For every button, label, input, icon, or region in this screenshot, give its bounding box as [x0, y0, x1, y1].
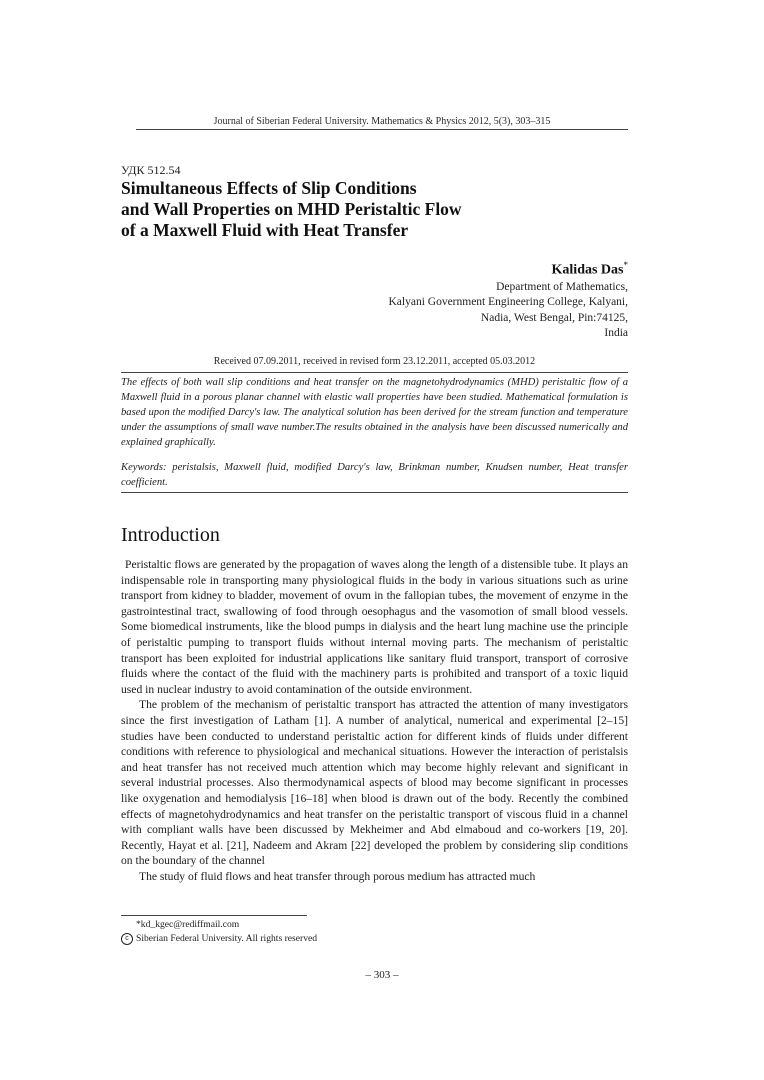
received-dates: Received 07.09.2011, received in revised form 23.12.2011, accepted 05.03.2012: [213, 356, 536, 367]
introduction-body: [121, 557, 628, 884]
header-divider: [136, 129, 628, 130]
body-paragraph: The study of fluid flows and heat transfer through porous medium has attracted much: [139, 869, 536, 883]
author-block: [268, 256, 628, 342]
article-title: [121, 178, 601, 241]
copyright-text: Siberian Federal University. All rights reserved: [136, 933, 318, 945]
page-number: – 303 –: [365, 969, 399, 981]
author-footnote-marker: *: [623, 260, 628, 270]
keywords: Keywords: peristalsis, Maxwell fluid, modified Darcy's law, Brinkman number, Knudsen number, Heat transfer coefficient.: [121, 462, 628, 488]
footnote-copyright: [121, 933, 317, 945]
affiliation-line: India: [604, 327, 628, 340]
affiliation-line: Department of Mathematics,: [496, 280, 628, 293]
footnote-divider: [121, 915, 307, 916]
section-heading-introduction: Introduction: [121, 524, 220, 546]
affiliation-line: Kalyani Government Engineering College, Kalyani,: [388, 296, 628, 309]
affiliation-line: Nadia, West Bengal, Pin:74125,: [480, 311, 628, 324]
running-head: Journal of Siberian Federal University. Mathematics & Physics 2012, 5(3), 303–315: [213, 116, 551, 127]
abstract-divider: [121, 372, 628, 373]
body-paragraph: Peristaltic flows are generated by the propagation of waves along the length of a distensible tube. It plays an indispensable role in transporting many physiological fluids in the body in various situations such as urine transport from kidney to bladder, movement of ovum in the fallopian tubes, the movement of enzyme in the gastrointestinal tract, swallowing of food through oesophagus and the vasomotion of small blood vessels. Some biomedical instruments, like the blood pumps in dialysis and the heart lung machine use the principle of peristaltic pumping to transport fluids without internal moving parts. The mechanism of peristaltic transport has been exploited for industrial applications like sanitary fluid transport, transport of corrosive fluids where the contact of the fluid with the machinery parts is prohibited and transport of a toxic liquid used in nuclear industry to avoid contamination of the outside environment.: [121, 558, 628, 696]
title-line: of a Maxwell Fluid with Heat Transfer: [121, 220, 409, 240]
abstract: The effects of both wall slip conditions and heat transfer on the magnetohydrodynamics (MHD) peristaltic flow of a Maxwell fluid in a porous planar channel with elastic wall properties have been studied. Mathematical formulation is based upon the modified Darcy's law. The analytical solution has been derived for the stream function and temperature under the assumptions of small wave number.The results obtained in the analysis have been discussed numerically and explained graphically.: [121, 377, 628, 448]
author-name-text: Kalidas Das: [551, 262, 624, 278]
udk-code: УДК 512.54: [121, 163, 181, 177]
author-name: [268, 256, 628, 280]
title-line: and Wall Properties on MHD Peristaltic Flow: [121, 199, 462, 219]
footnote-email: *kd_kgec@rediffmail.com: [136, 919, 240, 930]
body-paragraph: The problem of the mechanism of peristaltic transport has attracted the attention of many investigators since the first investigation of Latham [1]. A number of analytical, numerical and experimental [2–15] studies have been conducted to understand peristaltic action for different kinds of fluids under different conditions with reference to physiological and mechanical situations. However the interaction of peristalsis and heat transfer has not received much attention which may become highly relevant and significant in several industrial processes. Also thermodynamical aspects of blood may become significant in processes like oxygenation and hemodialysis [16–18] when blood is drawn out of the body. Recently the combined effects of magnetohydrodynamics and heat transfer on the peristaltic transport of viscous fluid in a channel with compliant walls have been discussed by Mekheimer and Abd elmaboud and co-workers [19, 20]. Recently, Hayat et al. [21], Nadeem and Akram [22] developed the problem by considering slip conditions on the boundary of the channel: [121, 698, 628, 868]
copyright-icon: c: [121, 933, 133, 945]
keywords-divider: [121, 492, 628, 493]
title-line: Simultaneous Effects of Slip Conditions: [121, 178, 417, 198]
